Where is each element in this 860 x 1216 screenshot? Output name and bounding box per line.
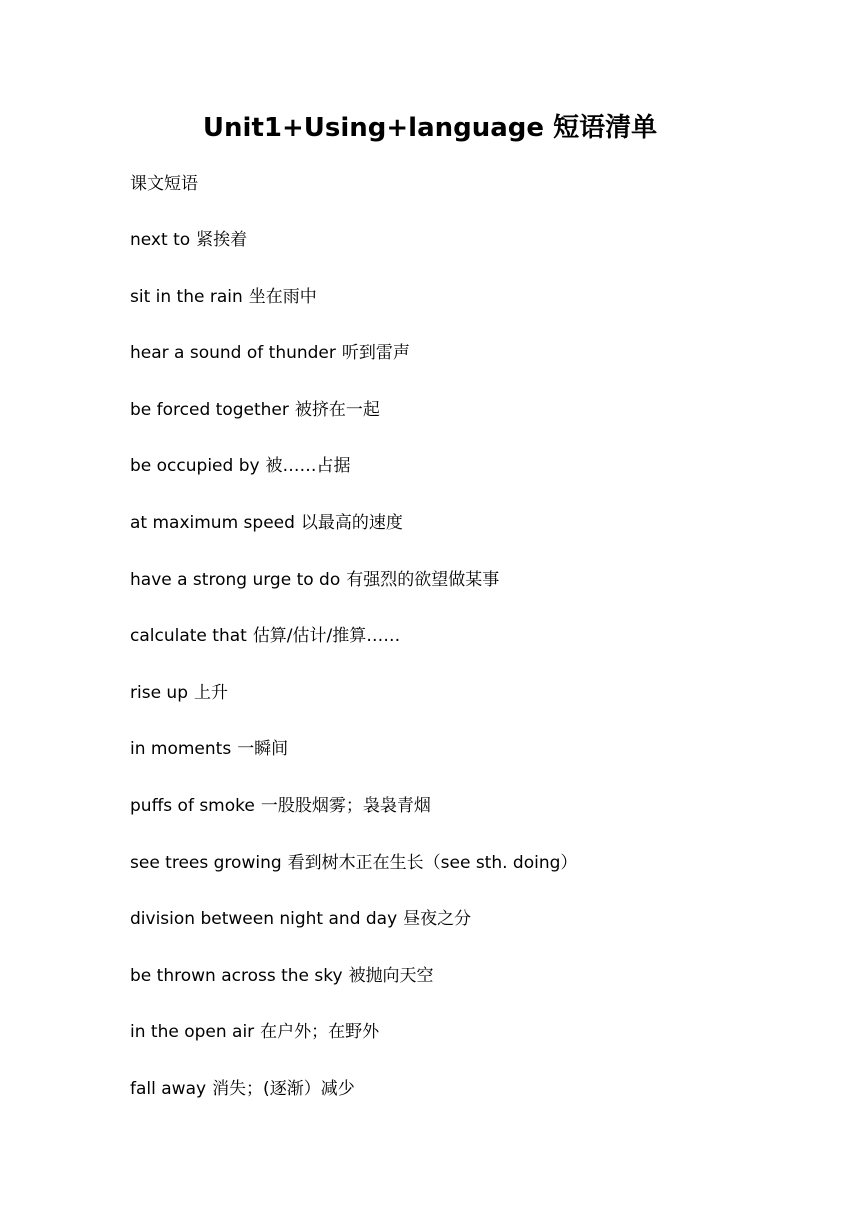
phrase-item [130, 341, 577, 398]
phrase-english: in the open air [130, 1022, 255, 1043]
phrase-chinese: 看到树木正在生长（see sth. doing） [287, 852, 578, 873]
phrase-chinese: 上升 [194, 682, 228, 703]
phrase-english: see trees growing [130, 852, 282, 873]
phrase-english: at maximum speed [130, 512, 295, 533]
phrase-item [130, 228, 577, 285]
phrase-english: be forced together [130, 399, 289, 420]
phrase-english: hear a sound of thunder [130, 343, 336, 364]
phrase-item [130, 794, 577, 851]
phrase-chinese: 有强烈的欲望做某事 [346, 569, 500, 590]
phrase-english: sit in the rain [130, 286, 243, 307]
phrase-item [130, 285, 577, 342]
phrase-english: calculate that [130, 626, 247, 647]
phrase-item [130, 851, 577, 908]
phrase-chinese: 被挤在一起 [294, 399, 380, 420]
phrase-chinese: 被……占据 [265, 456, 351, 477]
phrase-chinese: 一股股烟雾；袅袅青烟 [260, 795, 431, 816]
phrase-chinese: 消失；(逐渐）减少 [212, 1078, 355, 1099]
phrase-list [130, 228, 577, 1134]
phrase-english: fall away [130, 1078, 207, 1099]
phrase-chinese: 昼夜之分 [403, 909, 472, 930]
phrase-english: be occupied by [130, 456, 260, 477]
phrase-item [130, 454, 577, 511]
phrase-item [130, 737, 577, 794]
phrase-chinese: 一瞬间 [237, 739, 289, 760]
phrase-item [130, 907, 577, 964]
phrase-item [130, 511, 577, 568]
phrase-chinese: 紧挨着 [196, 230, 248, 250]
phrase-chinese: 以最高的速度 [300, 512, 403, 533]
phrase-item [130, 681, 577, 738]
phrase-english: in moments [130, 739, 232, 760]
page-title: Unit1+Using+language 短语清单 [202, 113, 658, 143]
phrase-chinese: 在户外；在野外 [260, 1022, 380, 1043]
phrase-english: next to [130, 230, 191, 250]
phrase-item [130, 1020, 577, 1077]
phrase-item [130, 1077, 577, 1134]
phrase-english: be thrown across the sky [130, 965, 343, 986]
phrase-english: have a strong urge to do [130, 569, 341, 590]
phrase-item [130, 568, 577, 625]
phrase-item [130, 398, 577, 455]
phrase-item [130, 624, 577, 681]
phrase-chinese: 估算/估计/推算…… [252, 626, 401, 647]
section-label: 课文短语 [130, 174, 198, 194]
phrase-item [130, 964, 577, 1021]
phrase-english: puffs of smoke [130, 795, 255, 816]
phrase-english: rise up [130, 682, 188, 703]
phrase-english: division between night and day [130, 909, 398, 930]
phrase-chinese: 听到雷声 [341, 343, 410, 364]
phrase-chinese: 坐在雨中 [248, 286, 317, 307]
phrase-chinese: 被抛向天空 [348, 965, 434, 986]
